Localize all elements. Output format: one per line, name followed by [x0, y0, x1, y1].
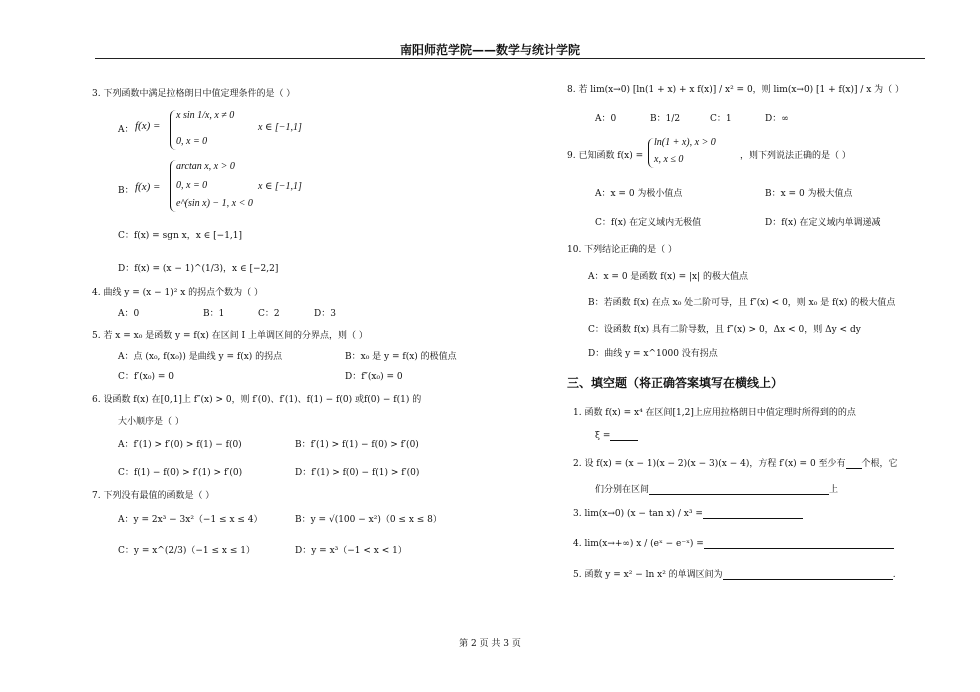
q3-B-row3: e^(sin x) − 1, x < 0 — [176, 198, 253, 209]
page-footer: 第 2 页 共 3 页 — [459, 639, 521, 649]
fill2-line2-b: 上 — [829, 485, 839, 495]
fill2-line2-a: 们分别在区间 — [595, 485, 650, 495]
q4-C: C：2 — [258, 309, 280, 319]
q4-D: D：3 — [314, 309, 336, 319]
q9-B: B：x = 0 为极大值点 — [765, 189, 853, 199]
q6-B: B：f′(1) > f(1) − f(0) > f′(0) — [295, 440, 419, 450]
q9-stem-post: ，则下列说法正确的是（ ） — [740, 151, 851, 161]
q10-B: B：若函数 f(x) 在点 x₀ 处二阶可导，且 f″(x) < 0，则 x₀ 是 f(x) 的极大值点 — [588, 298, 896, 308]
fill4-stem: 4. lim(x→+∞) x / (eˣ − e⁻ˣ) = — [573, 539, 704, 549]
q5-B: B：x₀ 是 y = f(x) 的极值点 — [345, 352, 457, 362]
q6-A: A：f′(1) > f′(0) > f(1) − f(0) — [118, 440, 242, 450]
q3-B-label: B： — [118, 186, 134, 196]
q3-A-row1: x sin 1/x, x ≠ 0 — [176, 110, 235, 121]
q3-B-row2: 0, x = 0 — [176, 180, 208, 191]
q4-A: A：0 — [118, 309, 140, 319]
q6-C: C：f(1) − f(0) > f′(1) > f′(0) — [118, 468, 243, 478]
fill2-stem — [573, 456, 898, 469]
fill3 — [573, 508, 803, 519]
fill1-stem: 1. 函数 f(x) = x⁴ 在区间[1,2]上应用拉格朗日中值定理时所得到的的点 — [573, 408, 856, 418]
page-header: 南阳师范学院——数学与统计学院 — [399, 43, 580, 57]
q10-D: D：曲线 y = x^1000 没有拐点 — [588, 349, 718, 359]
q3-C: C：f(x) = sgn x，x ∈ [−1,1] — [118, 231, 243, 241]
q7-C: C：y = x^(2/3)（−1 ≤ x ≤ 1） — [118, 546, 255, 556]
q9-row2: x, x ≤ 0 — [654, 154, 684, 165]
q3-D: D：f(x) = (x − 1)^(1/3)，x ∈ [−2,2] — [118, 264, 279, 274]
fill5-answer-blank[interactable] — [723, 569, 893, 580]
q3-A-domain: x ∈ [−1,1] — [258, 122, 302, 133]
fill2-count-blank[interactable] — [846, 458, 862, 469]
fill2-line2 — [595, 482, 838, 495]
fill4-answer-blank[interactable] — [704, 538, 894, 549]
q4-stem: 4. 曲线 y = (x − 1)² x 的拐点个数为（ ） — [92, 288, 264, 298]
q9-D: D：f(x) 在定义域内单调递减 — [765, 218, 881, 228]
q6-stem-cont: 大小顺序是（ ） — [118, 417, 184, 427]
q7-B: B：y = √(100 − x²)（0 ≤ x ≤ 8） — [295, 515, 442, 525]
q7-A: A：y = 2x³ − 3x²（−1 ≤ x ≤ 4） — [118, 515, 263, 525]
q7-D: D：y = x³（−1 < x < 1） — [295, 546, 407, 556]
q5-D: D：f″(x₀) = 0 — [345, 372, 403, 382]
q3-A-lhs: f(x) = — [135, 120, 161, 132]
q7-stem: 7. 下列没有最值的函数是（ ） — [92, 491, 215, 501]
q8-B: B：1/2 — [650, 114, 681, 124]
fill5-end: . — [892, 570, 896, 580]
q8-A: A：0 — [595, 114, 617, 124]
fill1-xi — [595, 430, 638, 441]
q10-stem: 10. 下列结论正确的是（ ） — [567, 245, 678, 255]
q8-stem: 8. 若 lim(x→0) [ln(1 + x) + x f(x)] / x² = 0，则 lim(x→0) [1 + f(x)] / x 为（ ） — [567, 85, 905, 95]
q9-row1: ln(1 + x), x > 0 — [654, 137, 716, 148]
fill2-stem-b: 个根，它 — [861, 459, 898, 469]
section-title-fill-in: 三、填空题（将正确答案填写在横线上） — [567, 376, 784, 390]
fill5-stem: 5. 函数 y = x² − ln x² 的单调区间为 — [573, 570, 723, 580]
fill1-answer-blank[interactable] — [610, 430, 638, 441]
fill4 — [573, 538, 894, 549]
q3-A-row2: 0, x = 0 — [176, 136, 208, 147]
q3-B-domain: x ∈ [−1,1] — [258, 181, 302, 192]
fill1-xi-label: ξ = — [595, 431, 611, 441]
q3-B-row1: arctan x, x > 0 — [176, 161, 235, 172]
q6-stem: 6. 设函数 f(x) 在[0,1]上 f″(x) > 0，则 f′(0)、f′(1)、f(1) − f(0) 或f(0) − f(1) 的 — [92, 395, 422, 405]
q3-B-lhs: f(x) = — [135, 181, 161, 193]
q4-B: B：1 — [203, 309, 225, 319]
fill3-answer-blank[interactable] — [703, 508, 803, 519]
header-rule — [95, 58, 925, 59]
fill2-interval-blank[interactable] — [649, 484, 829, 495]
q8-D: D：∞ — [765, 114, 789, 124]
q5-A: A：点 (x₀, f(x₀)) 是曲线 y = f(x) 的拐点 — [118, 352, 283, 362]
fill5 — [573, 567, 896, 580]
q3-stem: 3. 下列函数中满足拉格朗日中值定理条件的是（ ） — [92, 89, 296, 99]
q8-C: C：1 — [710, 114, 732, 124]
q5-stem: 5. 若 x = x₀ 是函数 y = f(x) 在区间 I 上单调区间的分界点，则（ ） — [92, 331, 368, 341]
fill2-stem-a: 2. 设 f(x) = (x − 1)(x − 2)(x − 3)(x − 4)，方程 f′(x) = 0 至少有 — [573, 459, 846, 469]
q9-A: A：x = 0 为极小值点 — [595, 189, 683, 199]
q10-A: A：x = 0 是函数 f(x) = |x| 的极大值点 — [588, 272, 748, 282]
q3-A-label: A： — [118, 125, 134, 135]
q9-C: C：f(x) 在定义域内无极值 — [595, 218, 702, 228]
q6-D: D：f′(1) > f(0) − f(1) > f′(0) — [295, 468, 420, 478]
fill3-stem: 3. lim(x→0) (x − tan x) / x³ = — [573, 509, 703, 519]
q9-stem-pre: 9. 已知函数 f(x) = — [567, 151, 644, 161]
q10-C: C：设函数 f(x) 具有二阶导数，且 f″(x) > 0，Δx < 0，则 Δy < dy — [588, 325, 861, 335]
q5-C: C：f′(x₀) = 0 — [118, 372, 174, 382]
